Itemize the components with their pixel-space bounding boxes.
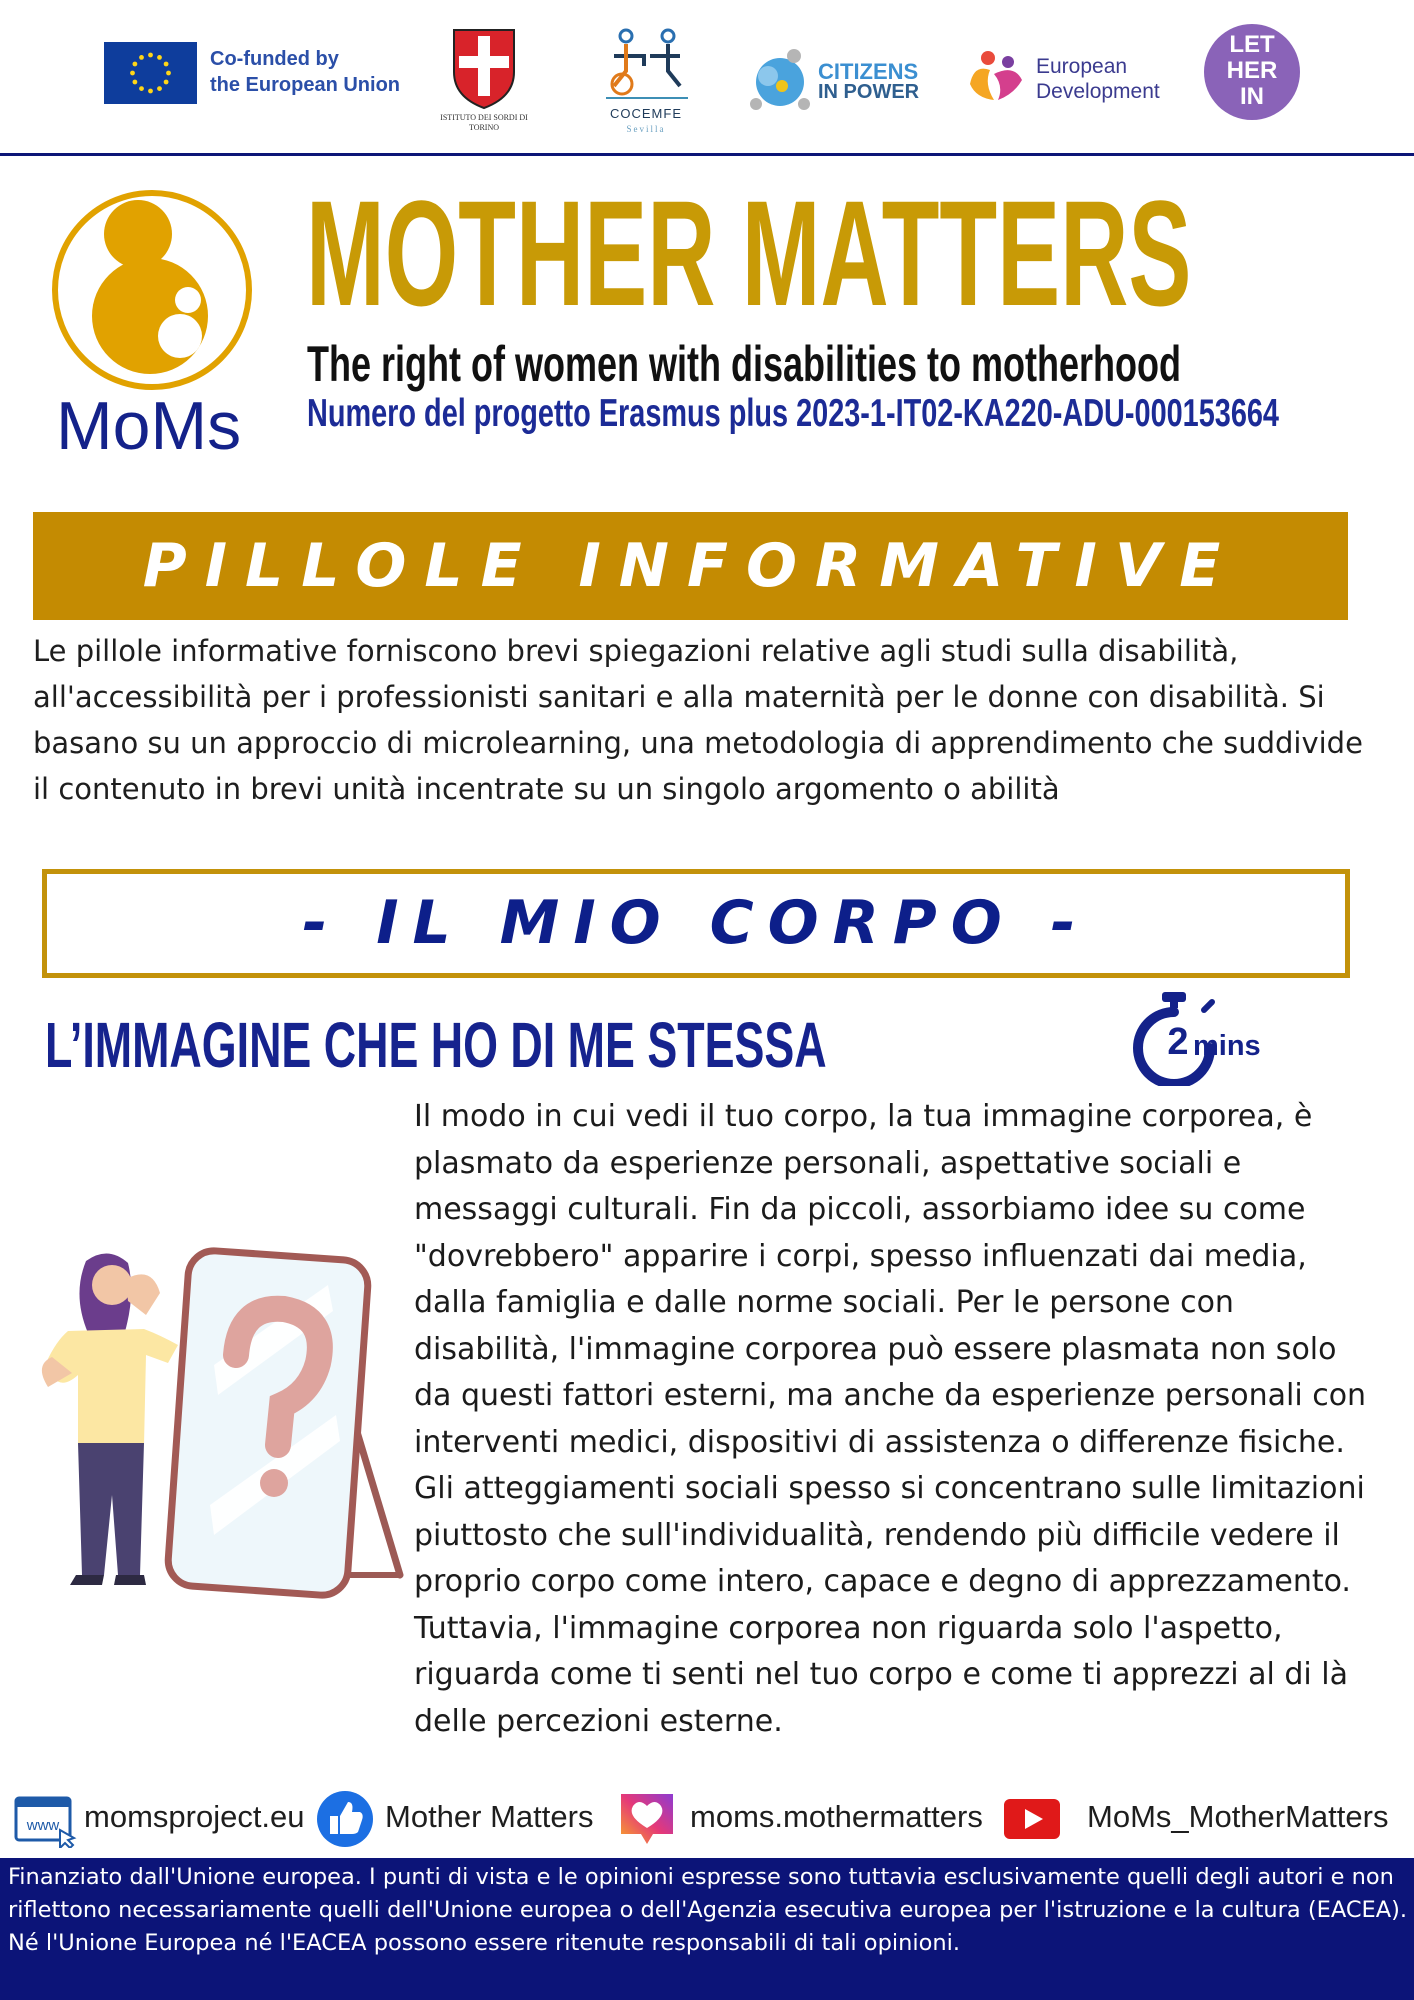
moms-mother-child-logo bbox=[50, 188, 254, 392]
section-title: L’IMMAGINE CHE HO DI ME STESSA bbox=[45, 1009, 827, 1081]
citizens-in-power-logo bbox=[744, 46, 816, 116]
citizens-line1: CITIZENS bbox=[818, 59, 919, 84]
timer-value: 2 bbox=[1167, 1021, 1189, 1063]
european-development-logo bbox=[964, 44, 1028, 108]
www-icon-text: www bbox=[26, 1817, 60, 1834]
topic-title: - IL MIO CORPO - bbox=[302, 888, 1090, 958]
woman-mirror-illustration bbox=[28, 1245, 413, 1600]
timer-unit: mins bbox=[1193, 1030, 1261, 1062]
project-number: Numero del progetto Erasmus plus 2023-1-IT02-KA220-ADU-000153664 bbox=[307, 392, 1279, 435]
facebook-link[interactable]: Mother Matters bbox=[385, 1799, 594, 1834]
lether-line2: HER bbox=[1226, 57, 1278, 84]
facebook-like-icon bbox=[316, 1790, 374, 1848]
instagram-link[interactable]: moms.mothermatters bbox=[690, 1799, 983, 1834]
eu-disclaimer-text: Finanziato dall'Unione europea. I punti di vista e le opinioni espresse sono tuttavia esclusivamente quelli degli autori e non riflettono necessariamente quelli dell'Unione europea o dell'Agenzia esecutiva europea per l'istruzione e la cultura (EACEA). Né l'Unione Europea né l'EACEA possono essere ritenute responsabili di tali opinioni. bbox=[8, 1864, 1408, 1956]
let-her-in-logo bbox=[1204, 24, 1300, 120]
pillole-intro-text: Le pillole informative forniscono brevi spiegazioni relative agli studi sulla disabilità, all'accessibilità per i professionisti sanitari e alla maternità per le donne con disabilità. Si basano su un approccio di microlearning, una metodologia di apprendimento che suddivide il contenuto in brevi unità incentrate su un singolo argomento o abilità bbox=[33, 634, 1363, 806]
eu-cofunded-text bbox=[210, 46, 400, 98]
eu-flag-logo bbox=[104, 42, 197, 104]
pillole-title: PILLOLE INFORMATIVE bbox=[142, 531, 1239, 601]
section-body-text: Il modo in cui vedi il tuo corpo, la tua immagine corporea, è plasmato da esperienze personali, aspettative sociali e messaggi culturali. Fin da piccoli, assorbiamo idee su come "dovrebbero" apparire i corpi, spesso influenzati dai media, dalla famiglia e dalle norme sociali. Per le persone con disabilità, l'immagine corporea può essere plasmata non solo da questi fattori esterni, ma anche da esperienze personali con interventi medici, dispositivi di assistenza o differenze fisiche. Gli atteggiamenti sociali spesso si concentrano sulle limitazioni piuttosto che sull'individualità, rendendo più difficile vedere il proprio corpo come intero, capace e degno di apprezzamento. Tuttavia, l'immagine corporea non riguarda solo l'aspetto, riguarda come ti senti nel tuo corpo e come ti apprezzi al di là delle percezioni esterne. bbox=[414, 1099, 1367, 1739]
european-development-text bbox=[1036, 54, 1160, 104]
page-title: MOTHER MATTERS bbox=[306, 169, 1192, 337]
website-link[interactable]: momsproject.eu bbox=[84, 1799, 305, 1834]
istituto-sordi-shield-logo bbox=[449, 22, 519, 112]
moms-logo-text: MoMs bbox=[56, 388, 242, 464]
istituto-sordi-label: ISTITUTO DEI SORDI DI TORINO bbox=[440, 113, 528, 132]
website-icon bbox=[14, 1796, 78, 1848]
citizens-line2: IN POWER bbox=[818, 81, 920, 103]
instagram-heart-icon bbox=[617, 1790, 677, 1848]
social-links-row bbox=[0, 1790, 1414, 1848]
cocemfe-logo bbox=[604, 26, 690, 106]
partner-logos-bar bbox=[0, 0, 1414, 154]
youtube-link[interactable]: MoMs_MotherMatters bbox=[1087, 1799, 1389, 1834]
cocemfe-sublabel: Sevilla bbox=[626, 124, 666, 134]
eu-text-line1: Co-funded by bbox=[210, 48, 339, 70]
lether-line3: IN bbox=[1240, 83, 1264, 110]
youtube-icon bbox=[1003, 1798, 1061, 1840]
header-divider bbox=[0, 153, 1414, 156]
eudev-line2: Development bbox=[1036, 80, 1160, 103]
cocemfe-label: COCEMFE bbox=[610, 106, 682, 121]
eu-text-line2: the European Union bbox=[210, 74, 400, 96]
page-subtitle: The right of women with disabilities to motherhood bbox=[307, 336, 1181, 392]
eudev-line1: European bbox=[1036, 55, 1128, 78]
citizens-in-power-text bbox=[818, 59, 920, 103]
lether-line1: LET bbox=[1229, 31, 1275, 58]
